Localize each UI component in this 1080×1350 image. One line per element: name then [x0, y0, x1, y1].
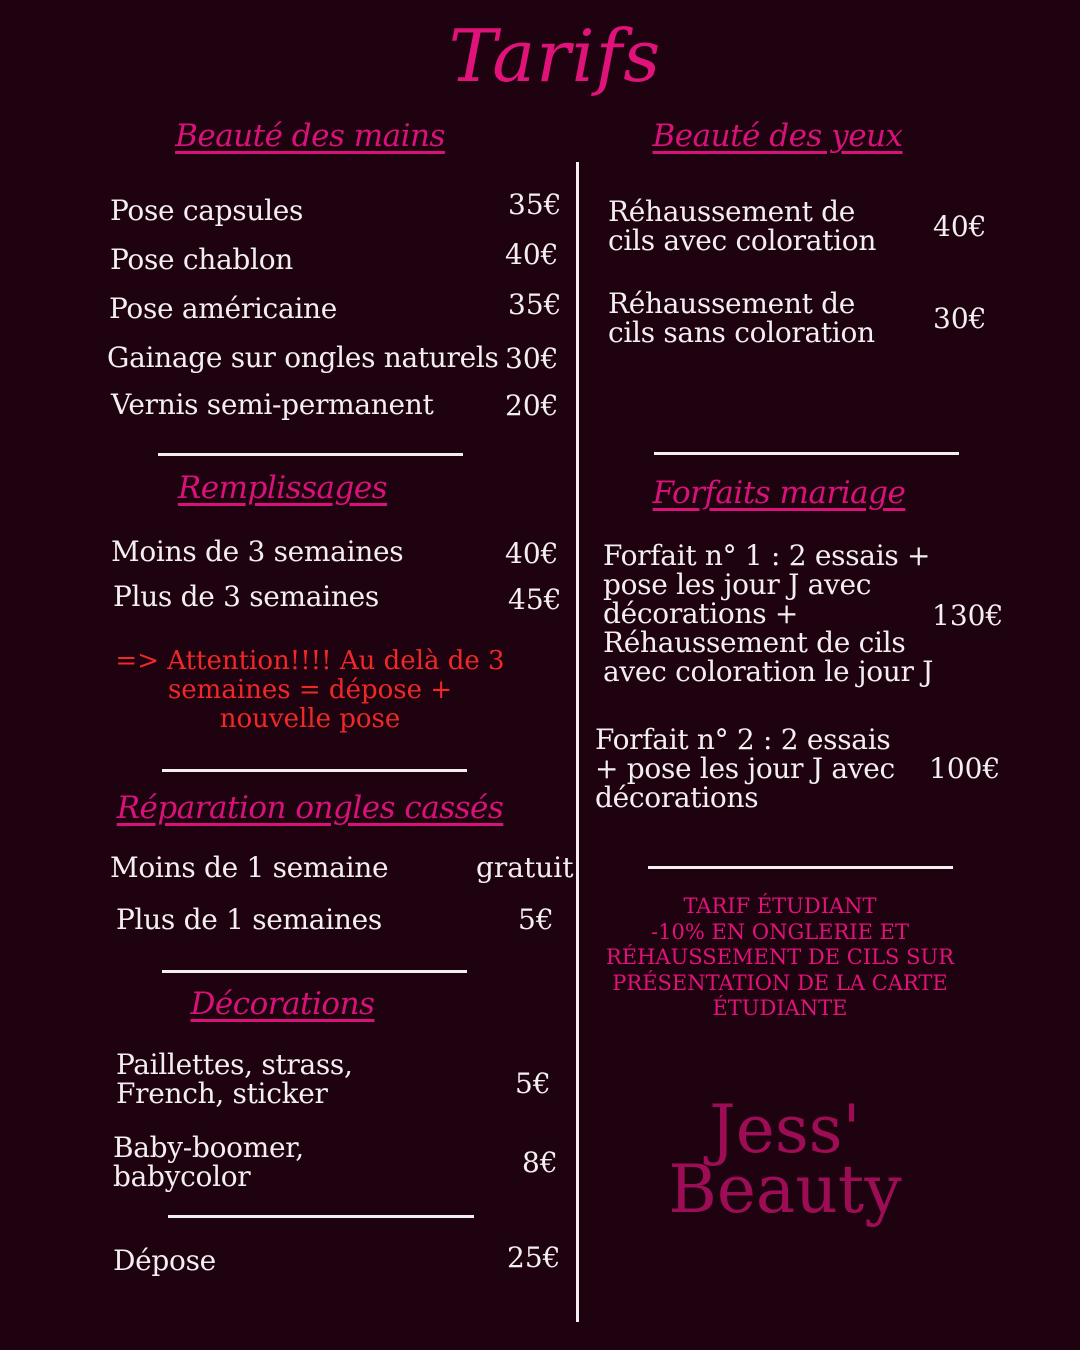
price-item-value: 40€ [505, 537, 559, 570]
price-item-value: 8€ [522, 1146, 558, 1179]
price-item-value: 20€ [505, 389, 559, 422]
price-item-value: 40€ [933, 210, 987, 243]
brand-logo: Jess' Beauty [668, 1091, 902, 1228]
section-title-decorations: Décorations [190, 986, 375, 1022]
divider [168, 1215, 474, 1218]
section-title-mains: Beauté des mains [175, 118, 445, 154]
divider [158, 453, 463, 456]
student-offer-text: -10% EN ONGLERIE ET RÉHAUSSEMENT DE CILS SUR PRÉSENTATION DE LA CARTE ÉTUDIANTE [605, 919, 955, 1020]
price-item-value: 25€ [507, 1241, 561, 1274]
price-item-value: gratuit [476, 851, 574, 884]
price-item-value: 45€ [508, 583, 562, 616]
price-item-label: Plus de 1 semaines [116, 903, 382, 936]
price-item-label: Vernis semi-permanent [111, 388, 434, 421]
price-item-label: Dépose [113, 1244, 216, 1277]
student-offer [600, 894, 960, 1022]
divider [654, 452, 959, 455]
price-item-label: Pose capsules [110, 194, 304, 227]
student-offer-title: TARIF ÉTUDIANT [683, 894, 877, 918]
price-item-label: Réhaussement de cils avec coloration [608, 195, 877, 257]
section-title-mariage: Forfaits mariage [652, 475, 906, 511]
warning-note: => Attention!!!! Au delà de 3 semaines = dépose + nouvelle pose [115, 646, 505, 734]
price-item-value: 5€ [518, 903, 554, 936]
price-item-value: 5€ [515, 1067, 551, 1100]
price-item-value: 100€ [929, 752, 1001, 785]
price-item-label: Moins de 1 semaine [110, 851, 389, 884]
price-item-value: 30€ [933, 302, 987, 335]
price-item-label: Baby-boomer, babycolor [113, 1131, 304, 1193]
section-title-reparation: Réparation ongles cassés [116, 790, 504, 826]
price-item-label: Pose chablon [110, 243, 293, 276]
section-title-remplissages: Remplissages [177, 470, 388, 506]
divider [648, 866, 953, 869]
price-item-label: Réhaussement de cils sans coloration [608, 287, 875, 349]
price-item-label: Gainage sur ongles naturels [107, 341, 499, 374]
section-title-yeux: Beauté des yeux [652, 118, 903, 154]
column-divider [576, 162, 579, 1322]
price-item-label: Pose américaine [109, 292, 337, 325]
price-item-label: Paillettes, strass, French, sticker [116, 1048, 353, 1110]
divider [162, 970, 467, 973]
price-item-label: Forfait n° 1 : 2 essais + pose les jour J avec décorations + Réhaussement de cils avec coloration le jour J [603, 539, 934, 688]
price-item-value: 30€ [505, 342, 559, 375]
price-item-label: Forfait n° 2 : 2 essais + pose les jour J avec décorations [595, 723, 895, 814]
price-item-label: Moins de 3 semaines [111, 535, 404, 568]
divider [162, 769, 467, 772]
price-item-value: 35€ [508, 188, 562, 221]
page-title: Tarifs [448, 14, 662, 98]
price-item-value: 130€ [932, 599, 1004, 632]
price-item-value: 35€ [508, 288, 562, 321]
price-item-value: 40€ [505, 238, 559, 271]
price-item-label: Plus de 3 semaines [113, 580, 379, 613]
